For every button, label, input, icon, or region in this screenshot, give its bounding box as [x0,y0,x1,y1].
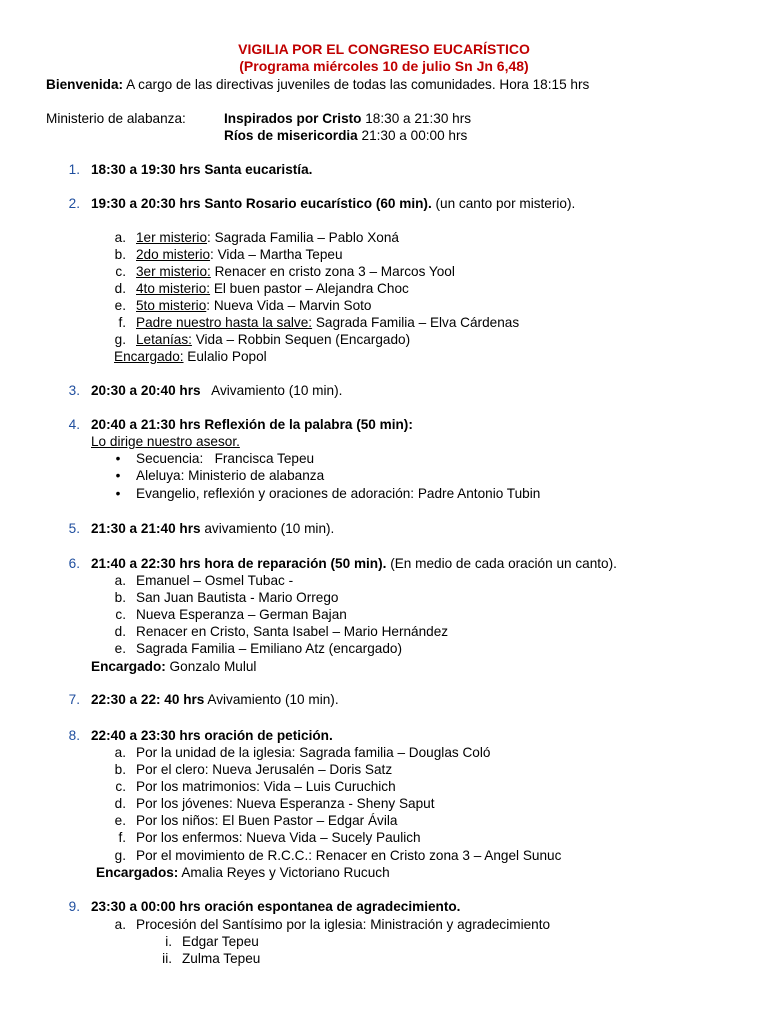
list-item: Por la unidad de la iglesia: Sagrada familia – Douglas Coló [136,745,491,760]
item-note: Avivamiento (10 min). [204,692,339,707]
list-letter: a. [114,230,126,245]
list-letter: e. [114,813,126,828]
page-title: VIGILIA POR EL CONGRESO EUCARÍSTICO [238,41,530,57]
list-item: Por el movimiento de R.C.C.: Renacer en Cristo zona 3 – Angel Sunuc [136,848,562,863]
item-title: 22:40 a 23:30 hrs oración de petición. [91,728,333,743]
ministry-name: Inspirados por Cristo [224,111,362,126]
item-number: 6. [68,556,80,571]
list-item [136,280,409,297]
schedule-item [91,195,575,212]
list-letter: c. [115,264,126,279]
mystery-text: : Sagrada Familia – Pablo Xoná [207,230,399,245]
charge-name: Amalia Reyes y Victoriano Rucuch [178,865,390,880]
bullet-icon: • [115,451,121,466]
item-number: 4. [68,417,80,432]
list-item: Edgar Tepeu [182,934,259,949]
list-item: Nueva Esperanza – German Bajan [136,607,347,622]
item-number: 7. [68,692,80,707]
list-letter: g. [114,332,126,347]
roman-numeral: ii. [162,951,172,966]
list-letter: g. [114,848,126,863]
item-title: 21:30 a 21:40 hrs [91,521,201,536]
mystery-text: Sagrada Familia – Elva Cárdenas [312,315,520,330]
item-note: (un canto por misterio). [431,196,576,211]
welcome-text: A cargo de las directivas juveniles de todas las comunidades. Hora 18:15 hrs [123,77,590,92]
schedule-item [91,161,312,178]
mystery-label: Letanías: [136,332,192,347]
bullet-icon: • [115,468,121,483]
list-item [136,331,410,348]
list-letter: d. [114,624,126,639]
mystery-text: : Nueva Vida – Marvin Soto [206,298,372,313]
list-item [136,314,519,331]
reflection-lead [91,433,240,450]
schedule-item [91,555,617,572]
list-item [136,246,343,263]
item-title: 18:30 a 19:30 hrs Santa eucaristía. [91,162,313,177]
list-letter: d. [114,796,126,811]
schedule-item [91,691,339,708]
schedule-item [91,520,334,537]
list-item [136,229,399,246]
item-title: 23:30 a 00:00 hrs oración espontanea de agradecimiento. [91,899,461,914]
schedule-item [91,727,333,744]
item-title: 20:40 a 21:30 hrs Reflexión de la palabra (50 min): [91,417,413,432]
list-item: Sagrada Familia – Emiliano Atz (encargado) [136,641,402,656]
page-subtitle: (Programa miércoles 10 de julio Sn Jn 6,48) [239,58,529,74]
list-letter: b. [114,247,126,262]
mystery-label: 5to misterio [136,298,207,313]
welcome-label: Bienvenida: [46,77,124,92]
list-letter: f. [118,315,126,330]
list-letter: d. [114,281,126,296]
list-letter: f. [118,830,126,845]
mystery-text: El buen pastor – Alejandra Choc [210,281,409,296]
charge-name: Gonzalo Mulul [165,659,257,674]
mystery-text: Vida – Robbin Sequen (Encargado) [191,332,411,347]
list-letter: c. [115,779,126,794]
mystery-label: 2do misterio [136,247,211,262]
list-item: Aleluya: Ministerio de alabanza [136,468,325,483]
item-title: 20:30 a 20:40 hrs [91,383,201,398]
list-item: Por el clero: Nueva Jerusalén – Doris Satz [136,762,393,777]
schedule-item [91,416,413,433]
list-item: Por los niños: El Buen Pastor – Edgar Ávila [136,813,398,828]
mystery-label: 3er misterio: [136,264,211,279]
ministry-name: Ríos de misericordia [224,128,358,143]
list-letter: a. [114,573,126,588]
list-item [136,263,455,280]
mystery-label: 4to misterio: [136,281,211,296]
list-letter: c. [115,607,126,622]
list-item: San Juan Bautista - Mario Orrego [136,590,339,605]
charge-label: Encargado: [114,349,184,364]
item-title: 21:40 a 22:30 hrs hora de reparación (50 min). [91,556,387,571]
charge-label: Encargados: [96,865,179,880]
ministry-time: 18:30 a 21:30 hrs [361,111,472,126]
roman-numeral: i. [165,934,172,949]
charge-label: Encargado: [91,659,166,674]
list-item: Procesión del Santísimo por la iglesia: Ministración y agradecimiento [136,917,551,932]
item-title: 19:30 a 20:30 hrs Santo Rosario eucarístico (60 min). [91,196,432,211]
item-number: 3. [68,383,80,398]
ministry-label: Ministerio de alabanza: [46,111,186,126]
list-letter: e. [114,641,126,656]
item-title: 22:30 a 22: 40 hrs [91,692,205,707]
list-letter: b. [114,590,126,605]
reflection-lead-text: Lo dirige nuestro asesor. [91,434,240,449]
item-number: 9. [68,899,80,914]
mystery-text: : Vida – Martha Tepeu [210,247,343,262]
ministry-row [224,127,467,144]
list-item: Por los jóvenes: Nueva Esperanza - Sheny Saput [136,796,435,811]
list-item: Renacer en Cristo, Santa Isabel – Mario Hernández [136,624,449,639]
item-note: (En medio de cada oración un canto). [386,556,617,571]
charge-name: Eulalio Popol [183,349,267,364]
list-item: Emanuel – Osmel Tubac - [136,573,294,588]
mystery-label: Padre nuestro hasta la salve: [136,315,313,330]
schedule-item [91,898,460,915]
list-letter: a. [114,917,126,932]
ministry-time: 21:30 a 00:00 hrs [357,128,468,143]
mystery-label: 1er misterio [136,230,208,245]
bullet-icon: • [115,486,121,501]
item-note: Avivamiento (10 min). [200,383,343,398]
ministry-row [224,110,471,127]
rosary-charge [114,348,267,365]
list-item: Por los enfermos: Nueva Vida – Sucely Paulich [136,830,421,845]
item-number: 5. [68,521,80,536]
item-number: 2. [68,196,80,211]
list-item: Secuencia: Francisca Tepeu [136,451,315,466]
item-note: avivamiento (10 min). [200,521,335,536]
list-item: Zulma Tepeu [182,951,261,966]
list-item [136,297,372,314]
item-number: 8. [68,728,80,743]
list-item: Evangelio, reflexión y oraciones de adoración: Padre Antonio Tubin [136,486,541,501]
reparation-charge [91,658,256,675]
list-letter: b. [114,762,126,777]
welcome-line [46,76,589,93]
item-number: 1. [68,162,80,177]
schedule-item [91,382,342,399]
petition-charge [96,864,390,881]
list-letter: a. [114,745,126,760]
list-letter: e. [114,298,126,313]
mystery-text: Renacer en cristo zona 3 – Marcos Yool [210,264,455,279]
list-item: Por los matrimonios: Vida – Luis Curuchich [136,779,396,794]
